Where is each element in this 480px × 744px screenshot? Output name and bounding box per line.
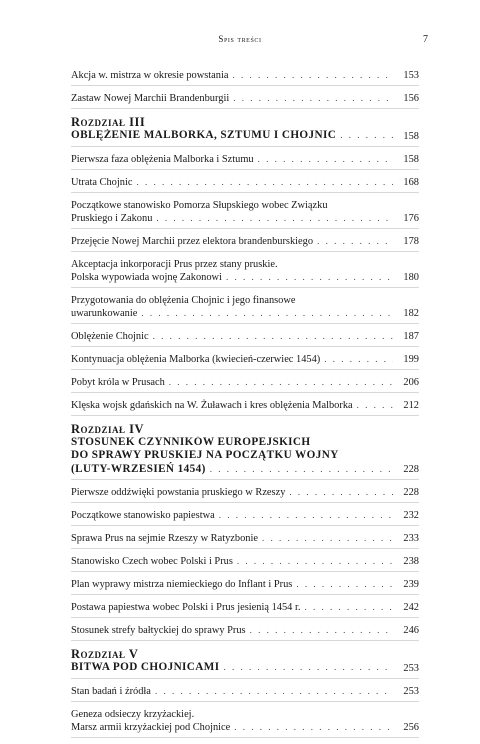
- toc-entry-line: [71, 153, 393, 166]
- toc-entry-text: [71, 685, 393, 698]
- toc-entry-text: [71, 69, 393, 82]
- toc-page-number: 180: [403, 271, 419, 283]
- toc-entry-text: [71, 353, 393, 366]
- toc-entry: [71, 624, 419, 641]
- dot-leader: [258, 153, 393, 166]
- chapter-title-line: [71, 129, 393, 143]
- chapter-title-text: BITWA POD CHOJNICAMI: [71, 661, 220, 673]
- dot-leader: [262, 532, 393, 545]
- toc-entry-line: [71, 69, 393, 82]
- toc-page-number: 206: [403, 376, 419, 388]
- chapter-title-line: [71, 661, 393, 675]
- toc-entry: [71, 661, 419, 679]
- toc-entry-text: [71, 555, 393, 568]
- dot-leader: [136, 176, 393, 189]
- toc-entry: [71, 153, 419, 170]
- dot-leader: [219, 509, 393, 522]
- toc-entry-text: [71, 294, 393, 320]
- toc-page-number: 199: [403, 353, 419, 365]
- toc-entry-line-text: Kontynuacja oblężenia Malborka (kwiecień-czerwiec 1454): [71, 353, 321, 365]
- chapter-title-line: [71, 463, 393, 477]
- table-of-contents: [71, 69, 419, 744]
- toc-entry: [71, 532, 419, 549]
- toc-entry-text: [71, 258, 393, 284]
- toc-page-number: 238: [403, 556, 419, 567]
- toc-page-number: 158: [403, 130, 419, 142]
- toc-entry: [71, 555, 419, 572]
- dot-leader: [324, 353, 393, 366]
- dot-leader: [289, 486, 393, 499]
- toc-entry-text: [71, 176, 393, 189]
- chapter-title: [71, 436, 393, 477]
- toc-page-number: 232: [403, 510, 419, 521]
- toc-page-number: 233: [403, 533, 419, 544]
- toc-entry-line-text: Postawa papiestwa wobec Polski i Prus jesienią 1454 r.: [71, 602, 301, 613]
- toc-entry: [71, 399, 419, 416]
- toc-page-number: 176: [403, 212, 419, 224]
- dot-leader: [296, 578, 393, 591]
- toc-entry-text: [71, 153, 393, 166]
- dot-leader: [169, 376, 393, 389]
- toc-page-number: 168: [403, 176, 419, 188]
- dot-leader: [156, 212, 393, 225]
- chapter-title-text: (LUTY-WRZESIEŃ 1454): [71, 462, 206, 475]
- dot-leader: [210, 463, 393, 476]
- toc-page-number: 187: [403, 330, 419, 342]
- toc-entry-line: [71, 685, 393, 698]
- toc-entry-line-text: Sprawa Prus na sejmie Rzeszy w Ratyzbonie: [71, 533, 258, 544]
- toc-page-number: 158: [403, 153, 419, 165]
- chapter-label: Rozdział III: [71, 115, 146, 129]
- toc-entry-text: [71, 708, 393, 734]
- toc-entry-text: [71, 509, 393, 522]
- toc-entry: [71, 486, 419, 503]
- toc-entry-line-text: Zastaw Nowej Marchii Brandenburgii: [71, 93, 230, 104]
- toc-entry-text: [71, 601, 393, 614]
- toc-entry: [71, 199, 419, 229]
- dot-leader: [237, 555, 393, 568]
- toc-entry-line: [71, 271, 393, 284]
- toc-entry: [71, 601, 419, 618]
- running-head: [0, 34, 480, 48]
- toc-page-number: 153: [403, 70, 419, 81]
- toc-entry: [71, 330, 419, 347]
- toc-entry: [71, 436, 419, 481]
- toc-entry-text: [71, 235, 393, 248]
- toc-entry: [71, 258, 419, 288]
- toc-page-number: 178: [403, 235, 419, 247]
- toc-entry-line-text: Klęska wojsk gdańskich na W. Żuławach i kres oblężenia Malborka: [71, 399, 353, 411]
- toc-page-number: 156: [403, 93, 419, 104]
- toc-entry-line: Geneza odsieczy krzyżackiej.: [71, 708, 195, 720]
- dot-leader: [153, 330, 393, 343]
- toc-entry-line: [71, 176, 393, 189]
- toc-entry-line-text: Oblężenie Chojnic: [71, 330, 149, 342]
- toc-entry: [71, 294, 419, 324]
- toc-page-number: 242: [403, 602, 419, 613]
- chapter-label: Rozdział IV: [71, 421, 145, 436]
- toc-entry-line: [71, 555, 393, 568]
- toc-entry-text: [71, 330, 393, 343]
- toc-entry: [71, 708, 419, 738]
- toc-entry-text: [71, 199, 393, 225]
- toc-entry-text: [71, 532, 393, 545]
- chapter-title-line: STOSUNEK CZYNNIKÓW EUROPEJSKICH: [71, 435, 311, 448]
- toc-entry: [71, 129, 419, 147]
- toc-entry: [71, 509, 419, 526]
- toc-entry: [71, 376, 419, 393]
- toc-entry-line-text: Początkowe stanowisko papiestwa: [71, 510, 215, 521]
- toc-entry-text: [71, 399, 393, 412]
- chapter-title: [71, 129, 393, 143]
- toc-entry-line: [71, 307, 393, 320]
- toc-entry-line: [71, 399, 393, 412]
- toc-entry-line-text: Stosunek strefy bałtyckiej do sprawy Prus: [71, 625, 246, 636]
- toc-entry: [71, 69, 419, 86]
- dot-leader: [233, 92, 393, 105]
- toc-entry-line-text: Polska wypowiada wojnę Zakonowi: [71, 271, 222, 283]
- toc-entry-text: [71, 624, 393, 637]
- dot-leader: [223, 661, 393, 674]
- toc-entry-line: [71, 601, 393, 614]
- toc-entry: [71, 176, 419, 193]
- toc-entry-line: [71, 92, 393, 105]
- chapter-title-line: DO SPRAWY PRUSKIEJ NA POCZĄTKU WOJNY: [71, 449, 339, 461]
- toc-entry-text: [71, 486, 393, 499]
- toc-entry-line-text: Pierwsze oddźwięki powstania pruskiego w Rzeszy: [71, 487, 286, 498]
- toc-chapter: [71, 115, 419, 147]
- toc-entry-line-text: Pierwsza faza oblężenia Malborka i Sztumu: [71, 153, 254, 165]
- toc-entry-line: Akceptacja inkorporacji Prus przez stany pruskie.: [71, 258, 278, 270]
- toc-entry: [71, 685, 419, 702]
- dot-leader: [250, 624, 393, 637]
- toc-entry: [71, 353, 419, 370]
- toc-page-number: 212: [403, 399, 419, 411]
- toc-page-number: 253: [403, 685, 419, 697]
- toc-page-number: 256: [403, 721, 419, 733]
- dot-leader: [226, 271, 393, 284]
- dot-leader: [234, 721, 393, 734]
- toc-entry-line-text: Plan wyprawy mistrza niemieckiego do Inflant i Prus: [71, 579, 293, 590]
- toc-entry-line: [71, 578, 393, 591]
- toc-entry-line-text: Akcja w. mistrza w okresie powstania: [71, 70, 229, 81]
- dot-leader: [141, 307, 393, 320]
- running-head-title: Spis treści: [218, 34, 262, 44]
- toc-entry-line-text: uwarunkowanie: [71, 307, 138, 319]
- chapter-title: [71, 661, 393, 675]
- toc-entry-text: [71, 92, 393, 105]
- toc-page-number: 228: [403, 487, 419, 498]
- toc-page-number: 253: [403, 662, 419, 674]
- chapter-label: Rozdział V: [71, 647, 139, 661]
- toc-entry-line: [71, 212, 393, 225]
- toc-entry-line-text: Pobyt króla w Prusach: [71, 376, 165, 388]
- toc-entry-text: [71, 578, 393, 591]
- toc-page-number: 239: [403, 579, 419, 590]
- toc-entry-line: [71, 330, 393, 343]
- toc-entry-line-text: Stanowisko Czech wobec Polski i Prus: [71, 556, 233, 567]
- toc-chapter: [71, 647, 419, 679]
- toc-chapter: [71, 422, 419, 481]
- toc-entry-line-text: Stan badań i źródła: [71, 685, 151, 697]
- page-number: 7: [423, 34, 428, 45]
- toc-entry-line-text: Marsz armii krzyżackiej pod Chojnice: [71, 721, 231, 733]
- toc-entry-line: [71, 509, 393, 522]
- toc-entry-line: [71, 532, 393, 545]
- toc-entry-line: Przygotowania do oblężenia Chojnic i jego finansowe: [71, 294, 296, 306]
- toc-entry-text: [71, 376, 393, 389]
- toc-entry: [71, 235, 419, 252]
- toc-entry-line: [71, 235, 393, 248]
- toc-entry-line: Początkowe stanowisko Pomorza Słupskiego wobec Związku: [71, 199, 328, 211]
- dot-leader: [357, 399, 393, 412]
- dot-leader: [317, 235, 393, 248]
- dot-leader: [304, 601, 393, 614]
- toc-entry-line: [71, 486, 393, 499]
- toc-entry: [71, 578, 419, 595]
- toc-entry-line-text: Przejęcie Nowej Marchii przez elektora brandenburskiego: [71, 235, 314, 247]
- toc-entry-line: [71, 721, 393, 734]
- toc-entry-line-text: Utrata Chojnic: [71, 176, 133, 188]
- toc-page-number: 246: [403, 625, 419, 636]
- toc-entry-line-text: Pruskiego i Zakonu: [71, 212, 153, 224]
- toc-entry-line: [71, 353, 393, 366]
- toc-entry-line: [71, 376, 393, 389]
- toc-page-number: 228: [403, 464, 419, 475]
- dot-leader: [155, 685, 393, 698]
- toc-entry: [71, 92, 419, 109]
- dot-leader: [232, 69, 393, 82]
- toc-entry-line: [71, 624, 393, 637]
- dot-leader: [340, 129, 393, 142]
- toc-page-number: 182: [403, 307, 419, 319]
- chapter-title-text: OBLĘŻENIE MALBORKA, SZTUMU I CHOJNIC: [71, 129, 337, 141]
